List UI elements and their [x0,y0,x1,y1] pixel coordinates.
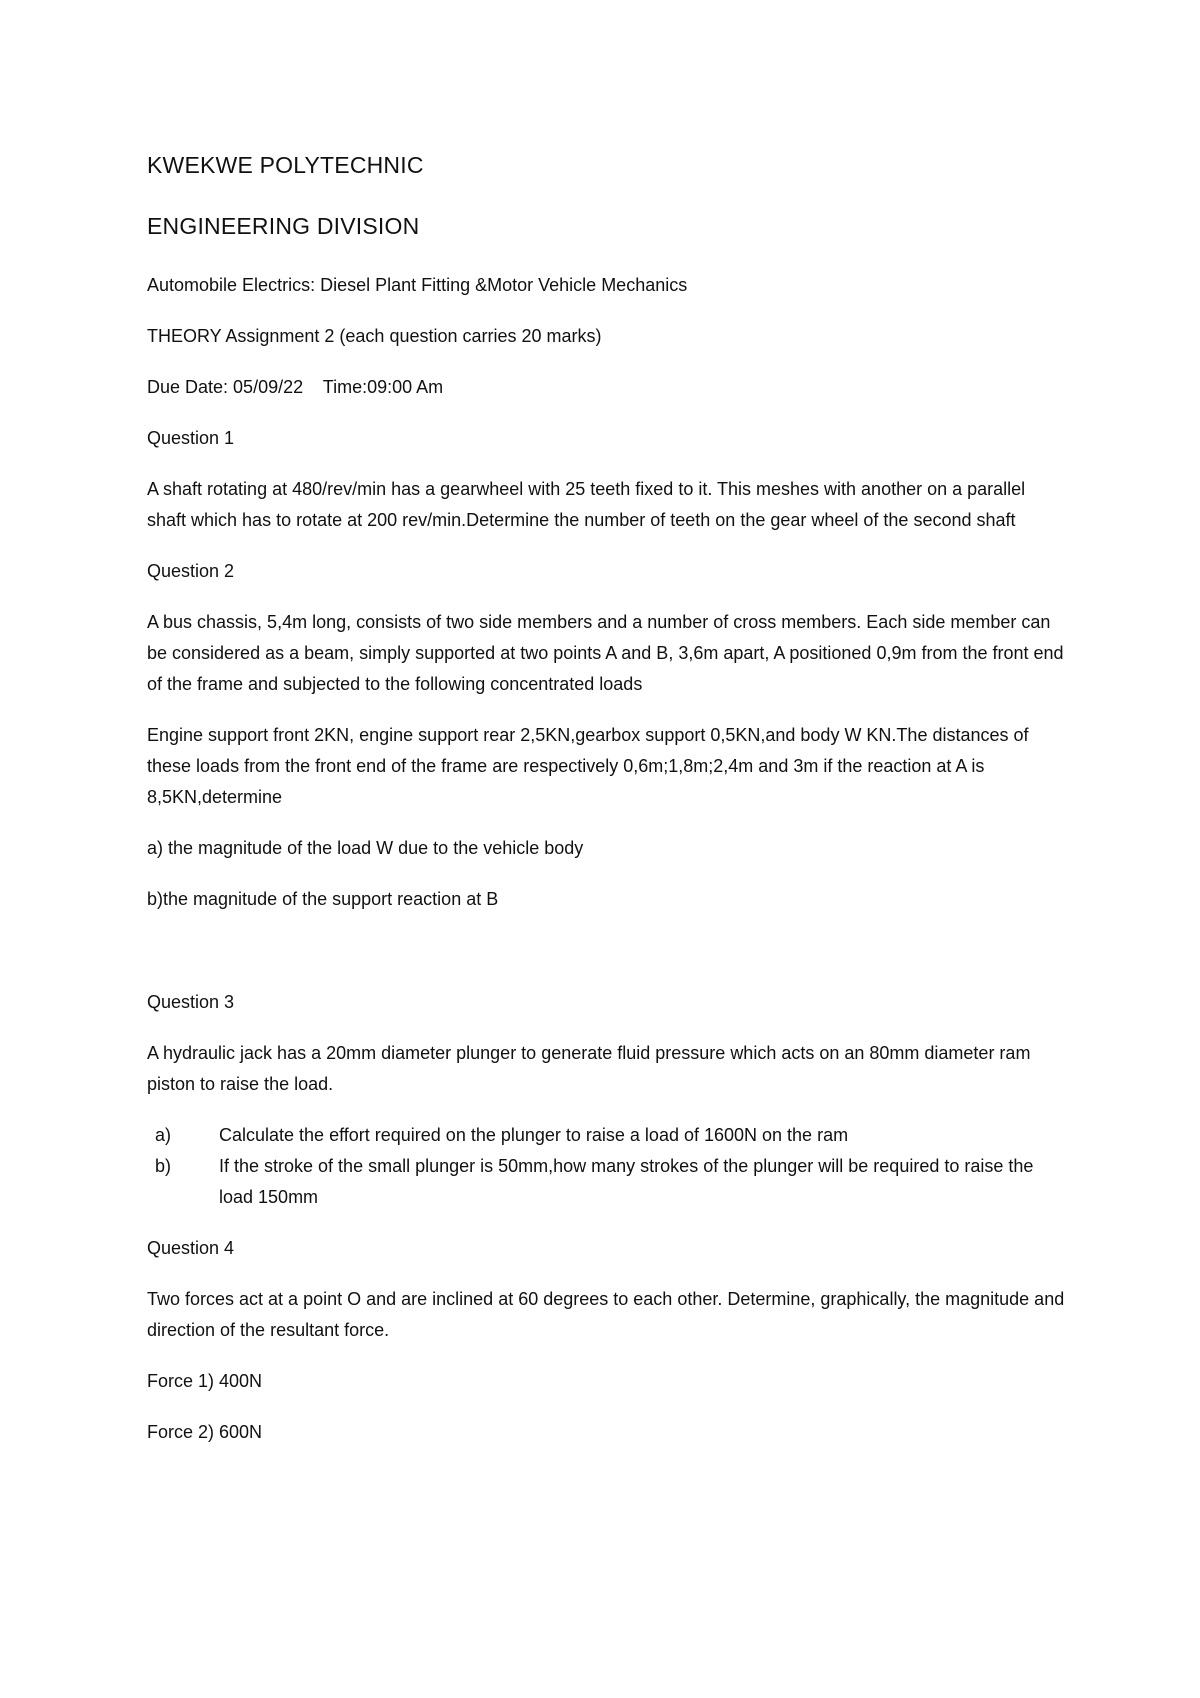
force-1-line: Force 1) 400N [147,1371,263,1391]
question-2-text-1: A bus chassis, 5,4m long, consists of two side members and a number of cross members. Each side member can be considered as a beam, simply supported at two points A and B, 3,6m apart, A positioned 0,9m from the front end of the frame and subjected to the following concentrated loads [147,612,1064,694]
list-item-text: Calculate the effort required on the plunger to raise a load of 1600N on the ram [219,1125,849,1145]
question-3-list [147,1120,1067,1213]
division-title: ENGINEERING DIVISION [147,213,420,239]
question-2-heading: Question 2 [147,561,235,581]
assignment-line: THEORY Assignment 2 (each question carries 20 marks) [147,326,602,346]
list-item [147,1120,1067,1151]
list-item [147,1151,1067,1213]
question-4-text: Two forces act at a point O and are inclined at 60 degrees to each other. Determine, graphically, the magnitude and direction of the resultant force. [147,1289,1065,1340]
question-3-text: A hydraulic jack has a 20mm diameter plunger to generate fluid pressure which acts on an 80mm diameter ram piston to raise the load. [147,1043,1031,1094]
institution-title: KWEKWE POLYTECHNIC [147,152,424,178]
question-4-heading: Question 4 [147,1238,235,1258]
question-2-text-2: Engine support front 2KN, engine support rear 2,5KN,gearbox support 0,5KN,and body W KN.The distances of these loads from the front end of the frame are respectively 0,6m;1,8m;2,4m and 3m if the reaction at A is 8,5KN,determine [147,725,1029,807]
spacer [147,935,1067,987]
question-1-heading: Question 1 [147,428,235,448]
document-page [147,148,1067,1468]
question-1-text: A shaft rotating at 480/rev/min has a gearwheel with 25 teeth fixed to it. This meshes with another on a parallel shaft which has to rotate at 200 rev/min.Determine the number of teeth on the gear wheel of the second shaft [147,479,1026,530]
list-item-text: If the stroke of the small plunger is 50mm,how many strokes of the plunger will be required to raise the load 150mm [219,1156,1034,1207]
due-date-line: Due Date: 05/09/22 Time:09:00 Am [147,377,444,397]
list-marker: a) [155,1125,172,1145]
list-marker: b) [155,1156,172,1176]
question-2-part-a: a) the magnitude of the load W due to the vehicle body [147,838,584,858]
programme-line: Automobile Electrics: Diesel Plant Fitting &Motor Vehicle Mechanics [147,275,688,295]
force-2-line: Force 2) 600N [147,1422,263,1442]
question-3-heading: Question 3 [147,992,235,1012]
question-2-part-b: b)the magnitude of the support reaction at B [147,889,499,909]
